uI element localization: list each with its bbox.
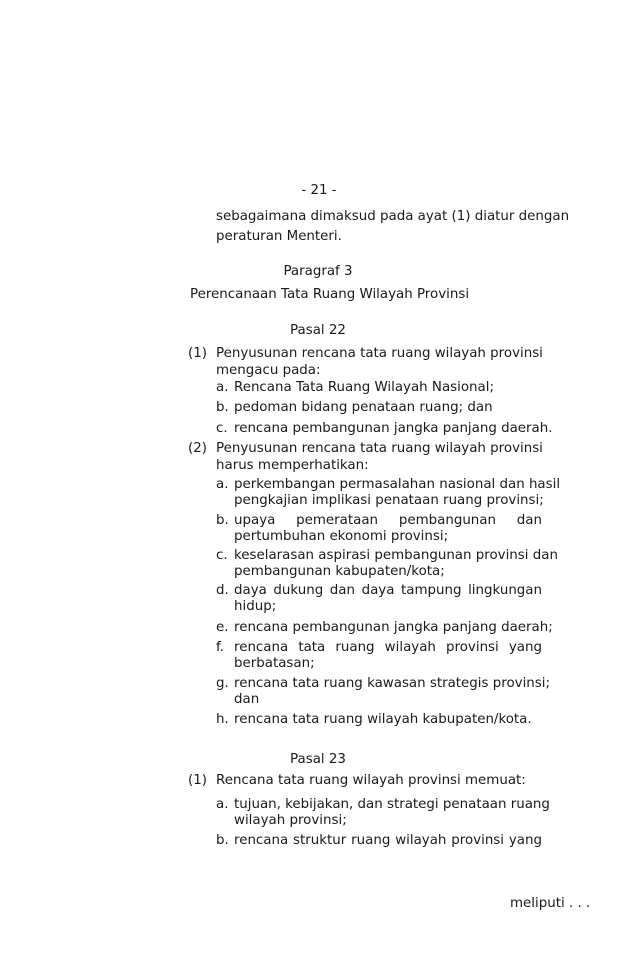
- list-item-letter: g.: [216, 676, 229, 691]
- list-item-text: keselarasan aspirasi pembangunan provinsi dan: [234, 548, 558, 563]
- list-item-text: daya dukung dan daya tampung lingkungan: [234, 583, 542, 598]
- paragraph-heading: Paragraf 3: [283, 264, 353, 279]
- list-item-letter: a.: [216, 477, 229, 492]
- continuation-line-2: peraturan Menteri.: [216, 229, 342, 244]
- ayat-line-2: mengacu pada:: [216, 363, 321, 378]
- list-item-text: pengkajian implikasi penataan ruang provinsi;: [234, 493, 544, 508]
- ayat-number: (1): [188, 773, 207, 788]
- list-item-letter: c.: [216, 548, 228, 563]
- list-item-letter: a.: [216, 380, 229, 395]
- page-number: - 21 -: [301, 183, 337, 198]
- list-item-text: dan: [234, 692, 260, 707]
- paragraph-title: Perencanaan Tata Ruang Wilayah Provinsi: [190, 287, 470, 302]
- list-item-letter: d.: [216, 583, 229, 598]
- list-item-text: rencana tata ruang wilayah kabupaten/kota.: [234, 712, 532, 727]
- list-item-text: tujuan, kebijakan, dan strategi penataan ruang: [234, 797, 550, 812]
- ayat-number: (2): [188, 441, 207, 456]
- list-item-text: pedoman bidang penataan ruang; dan: [234, 400, 493, 415]
- ayat-line-1: Penyusunan rencana tata ruang wilayah provinsi: [216, 441, 543, 456]
- list-item-letter: a.: [216, 797, 229, 812]
- list-item-text: upaya pemerataan pembangunan dan: [234, 513, 542, 528]
- ayat-number: (1): [188, 346, 207, 361]
- list-item-text: Rencana Tata Ruang Wilayah Nasional;: [234, 380, 494, 395]
- list-item-text: rencana tata ruang wilayah provinsi yang: [234, 640, 542, 655]
- ayat-line-1: Penyusunan rencana tata ruang wilayah provinsi: [216, 346, 543, 361]
- list-item-letter: b.: [216, 400, 229, 415]
- pasal-22-heading: Pasal 22: [290, 323, 346, 338]
- ayat-line-1: Rencana tata ruang wilayah provinsi memuat:: [216, 773, 526, 788]
- list-item-letter: e.: [216, 620, 229, 635]
- list-item-text: rencana pembangunan jangka panjang daerah;: [234, 620, 553, 635]
- list-item-text: perkembangan permasalahan nasional dan hasil: [234, 477, 561, 492]
- list-item-letter: b.: [216, 513, 229, 528]
- continuation-line-1: sebagaimana dimaksud pada ayat (1) diatur dengan: [216, 209, 570, 224]
- list-item-text: rencana struktur ruang wilayah provinsi yang: [234, 833, 542, 848]
- list-item-letter: b.: [216, 833, 229, 848]
- list-item-text: hidup;: [234, 599, 277, 614]
- list-item-text: pembangunan kabupaten/kota;: [234, 564, 445, 579]
- list-item-text: berbatasan;: [234, 656, 315, 671]
- list-item-letter: f.: [216, 640, 224, 655]
- list-item-text: rencana tata ruang kawasan strategis provinsi;: [234, 676, 550, 691]
- list-item-text: wilayah provinsi;: [234, 813, 347, 828]
- list-item-text: rencana pembangunan jangka panjang daerah.: [234, 421, 553, 436]
- list-item-text: pertumbuhan ekonomi provinsi;: [234, 529, 449, 544]
- pasal-23-heading: Pasal 23: [290, 752, 346, 767]
- ayat-line-2: harus memperhatikan:: [216, 458, 369, 473]
- continuation-footer: meliputi . . .: [510, 896, 591, 911]
- list-item-letter: h.: [216, 712, 229, 727]
- list-item-letter: c.: [216, 421, 228, 436]
